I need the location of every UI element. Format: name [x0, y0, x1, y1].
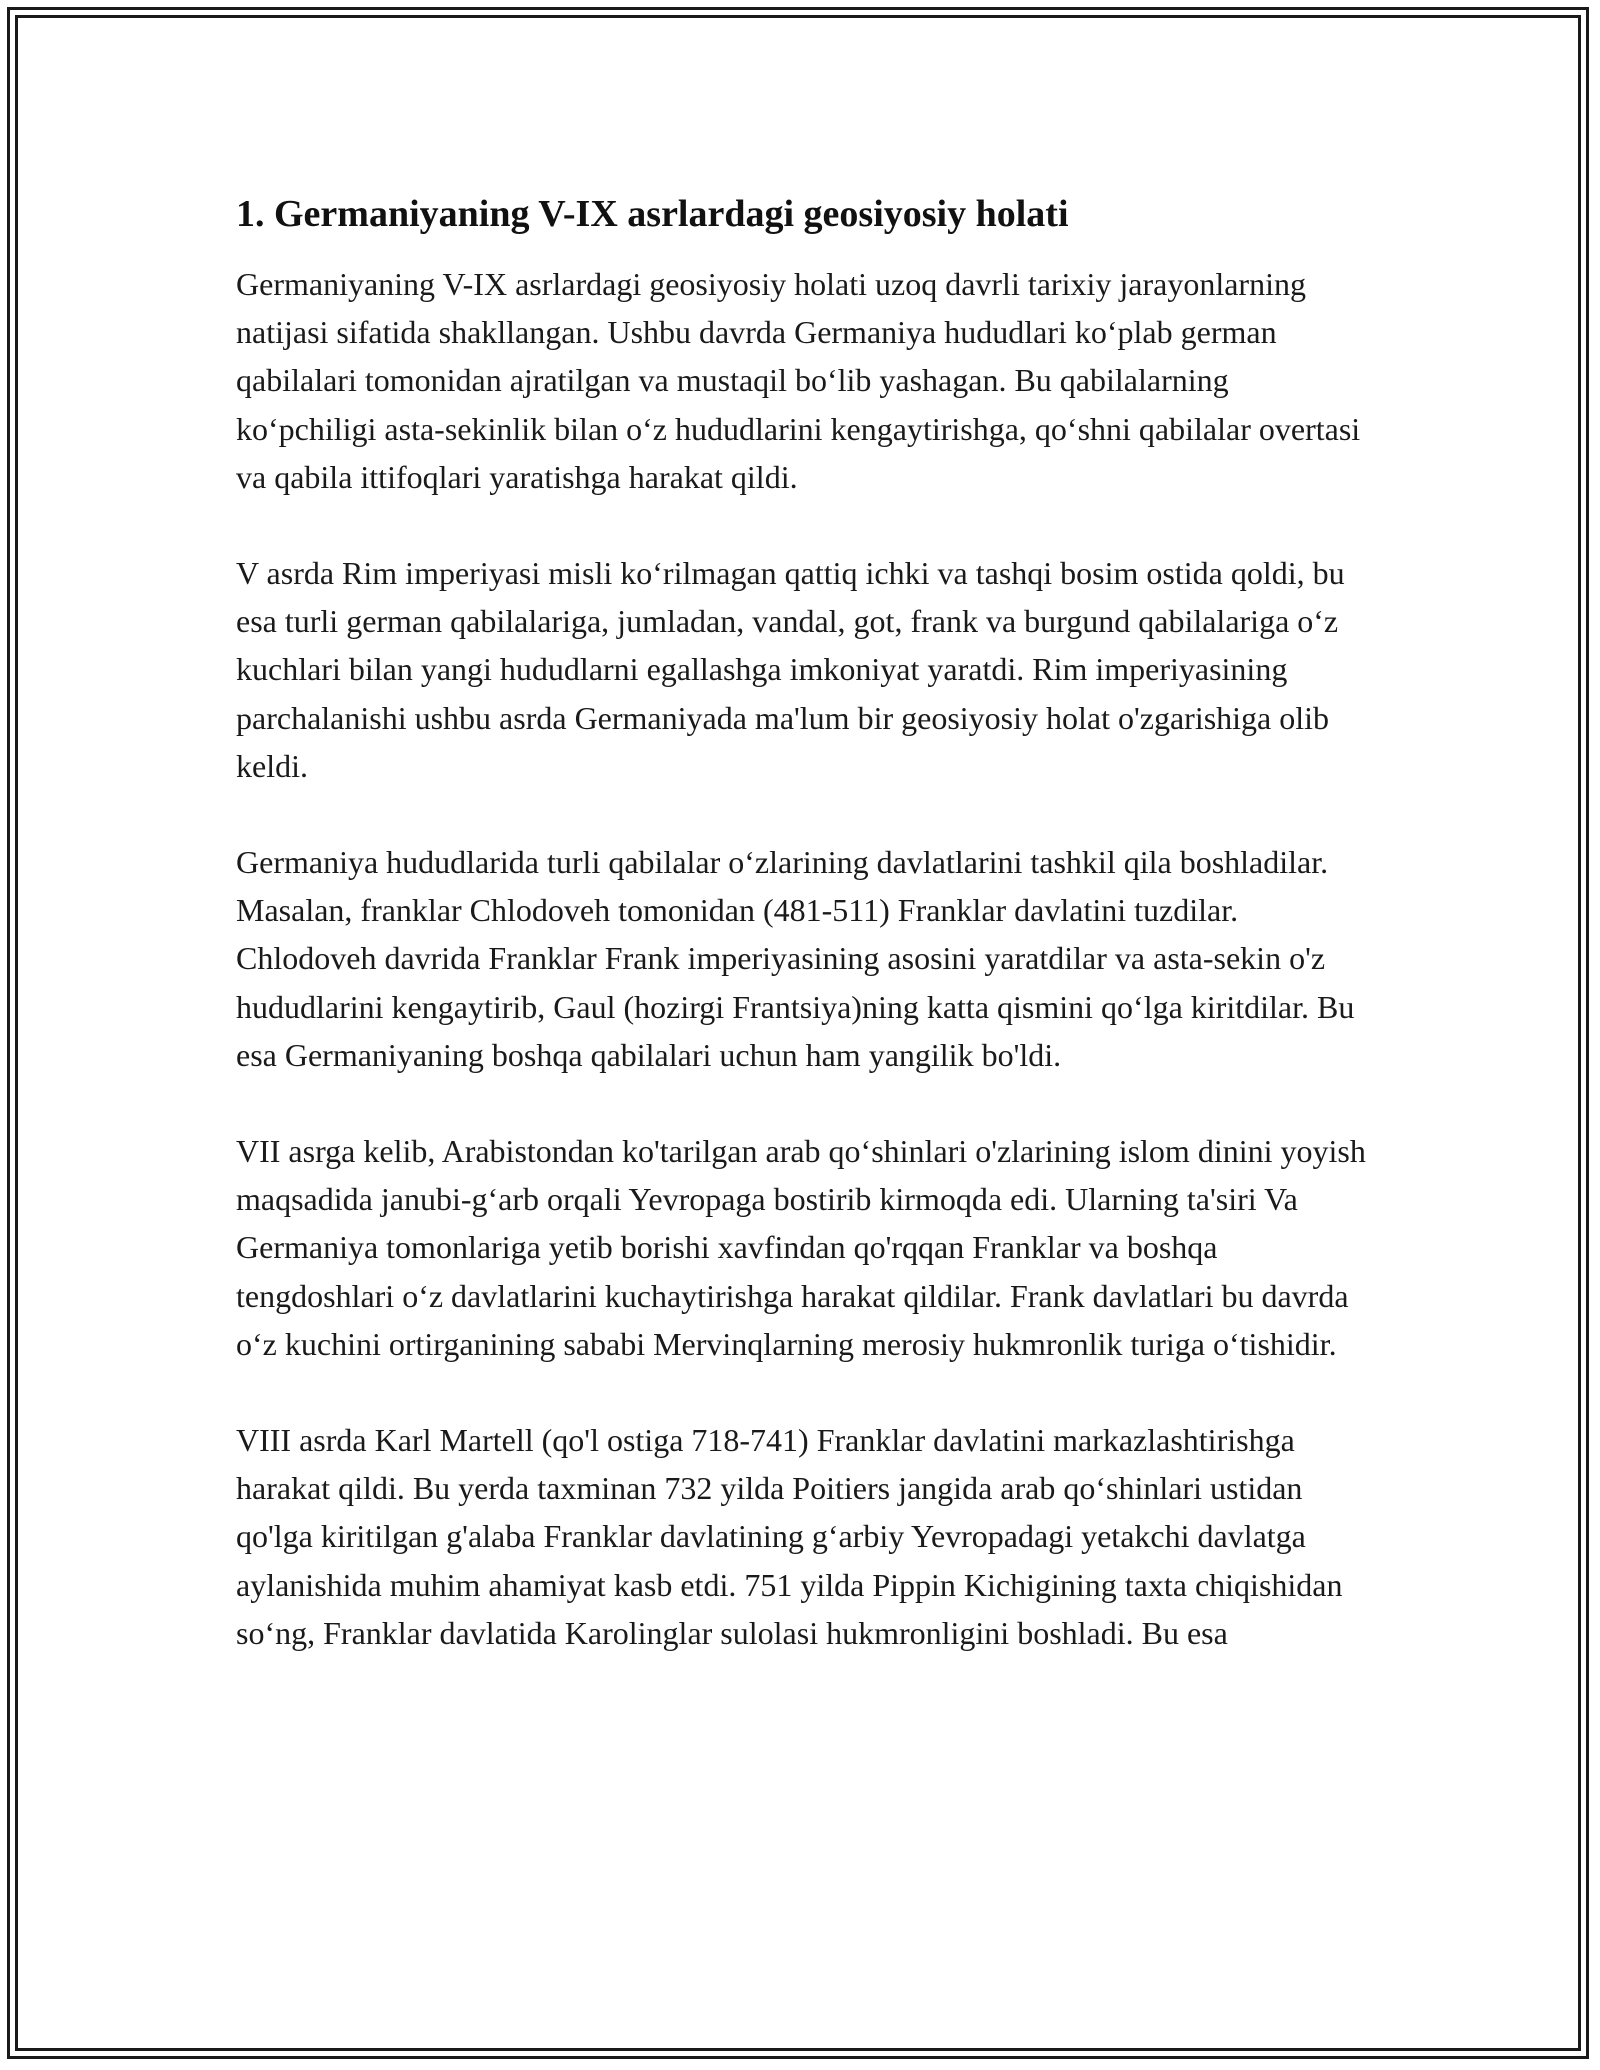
- paragraph-3: Germaniya hududlarida turli qabilalar o‘zlarining davlatlarini tashkil qila boshladilar. Masalan, franklar Chlodoveh tomonidan (481-511) Franklar davlatini tuzdilar. Chlodoveh davrida Franklar Frank imperiyasining asosini yaratdilar va asta-sekin o'z hududlarini kengaytirib, Gaul (hozirgi Frantsiya)ning katta qismini qo‘lga kiritdilar. Bu esa Germaniyaning boshqa qabilalari uchun ham yangilik bo'ldi.: [236, 844, 1355, 1073]
- paragraph-4: VII asrga kelib, Arabistondan ko'tarilgan arab qo‘shinlari o'zlarining islom dinini yoyish maqsadida janubi-g‘arb orqali Yevropaga bostirib kirmoqda edi. Ularning ta'siri Va Germaniya tomonlariga yetib borishi xavfindan qo'rqqan Franklar va boshqa tengdoshlari o‘z davlatlarini kuchaytirishga harakat qildilar. Frank davlatlari bu davrda o‘z kuchini ortirganining sababi Mervinqlarning merosiy hukmronlik turiga o‘tishidir.: [236, 1133, 1366, 1362]
- paragraph-5: VIII asrda Karl Martell (qo'l ostiga 718-741) Franklar davlatini markazlashtirishga harakat qildi. Bu yerda taxminan 732 yilda Poitiers jangida arab qo‘shinlari ustidan qo'lga kiritilgan g'alaba Franklar davlatining g‘arbiy Yevropadagi yetakchi davlatga aylanishida muhim ahamiyat kasb etdi. 751 yilda Pippin Kichigining taxta chiqishidan so‘ng, Franklar davlatida Karolinglar sulolasi hukmronligini boshladi. Bu esa: [236, 1422, 1343, 1651]
- paragraph-2: V asrda Rim imperiyasi misli ko‘rilmagan qattiq ichki va tashqi bosim ostida qoldi, bu esa turli german qabilalariga, jumladan, vandal, got, frank va burgund qabilalariga o‘z kuchlari bilan yangi hududlarni egallashga imkoniyat yaratdi. Rim imperiyasining parchalanishi ushbu asrda Germaniyada ma'lum bir geosiyosiy holat o'zgarishiga olib keldi.: [236, 555, 1345, 784]
- document-body: [236, 180, 1376, 1657]
- paragraph-1: Germaniyaning V-IX asrlardagi geosiyosiy holati uzoq davrli tarixiy jarayonlarning natijasi sifatida shakllangan. Ushbu davrda Germaniya hududlari ko‘plab german qabilalari tomonidan ajratilgan va mustaqil bo‘lib yashagan. Bu qabilalarning ko‘pchiligi asta-sekinlik bilan o‘z hududlarini kengaytirishga, qo‘shni qabilalar overtasi va qabila ittifoqlari yaratishga harakat qildi.: [236, 266, 1361, 495]
- section-heading: 1. Germaniyaning V-IX asrlardagi geosiyosiy holati: [236, 193, 1069, 235]
